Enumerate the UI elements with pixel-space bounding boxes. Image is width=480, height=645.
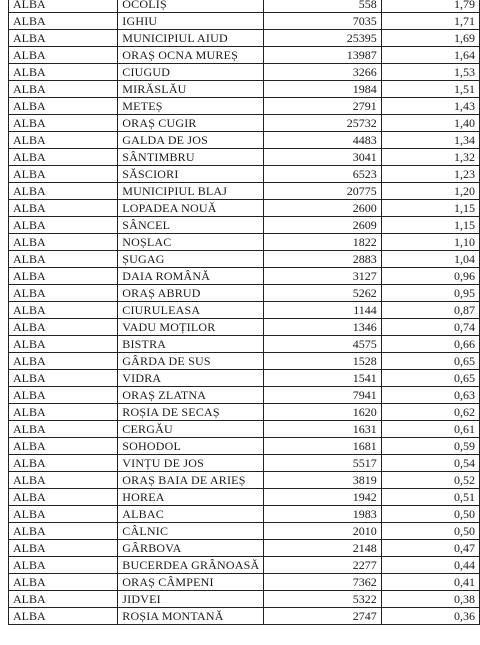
table-row bbox=[9, 30, 480, 47]
locality-cell: BISTRA bbox=[118, 336, 264, 353]
table-row bbox=[9, 13, 480, 30]
locality-cell: HOREA bbox=[118, 489, 264, 506]
population-cell: 1144 bbox=[264, 302, 381, 319]
population-cell: 3266 bbox=[264, 64, 381, 81]
table-row bbox=[9, 217, 480, 234]
table-row bbox=[9, 438, 480, 455]
county-cell: ALBA bbox=[9, 421, 118, 438]
county-cell: ALBA bbox=[9, 13, 118, 30]
population-cell: 3041 bbox=[264, 149, 381, 166]
locality-cell: ORAȘ OCNA MUREȘ bbox=[118, 47, 264, 64]
rate-cell: 0,36 bbox=[381, 608, 479, 625]
county-cell: ALBA bbox=[9, 608, 118, 625]
population-cell: 1541 bbox=[264, 370, 381, 387]
rate-cell: 1,34 bbox=[381, 132, 479, 149]
rate-cell: 0,52 bbox=[381, 472, 479, 489]
table-row bbox=[9, 489, 480, 506]
locality-cell: ȘUGAG bbox=[118, 251, 264, 268]
county-cell: ALBA bbox=[9, 234, 118, 251]
county-cell: ALBA bbox=[9, 30, 118, 47]
county-cell: ALBA bbox=[9, 47, 118, 64]
locality-cell: ROȘIA MONTANĂ bbox=[118, 608, 264, 625]
table-row bbox=[9, 591, 480, 608]
rate-cell: 0,41 bbox=[381, 574, 479, 591]
county-cell: ALBA bbox=[9, 523, 118, 540]
population-cell: 6523 bbox=[264, 166, 381, 183]
locality-cell: GALDA DE JOS bbox=[118, 132, 264, 149]
rate-cell: 1,53 bbox=[381, 64, 479, 81]
table-row bbox=[9, 234, 480, 251]
rate-cell: 1,71 bbox=[381, 13, 479, 30]
locality-cell: SÂNCEL bbox=[118, 217, 264, 234]
rate-cell: 0,61 bbox=[381, 421, 479, 438]
locality-cell: ORAȘ ZLATNA bbox=[118, 387, 264, 404]
rate-cell: 0,38 bbox=[381, 591, 479, 608]
rate-cell: 0,65 bbox=[381, 353, 479, 370]
county-cell: ALBA bbox=[9, 285, 118, 302]
county-cell: ALBA bbox=[9, 200, 118, 217]
rate-cell: 1,51 bbox=[381, 81, 479, 98]
county-cell: ALBA bbox=[9, 574, 118, 591]
locality-cell: ORAȘ ABRUD bbox=[118, 285, 264, 302]
table-row bbox=[9, 455, 480, 472]
locality-cell: ORAȘ CUGIR bbox=[118, 115, 264, 132]
table-row bbox=[9, 166, 480, 183]
rate-cell: 0,95 bbox=[381, 285, 479, 302]
table-row bbox=[9, 183, 480, 200]
population-cell: 1942 bbox=[264, 489, 381, 506]
population-cell: 1620 bbox=[264, 404, 381, 421]
locality-cell: VIDRA bbox=[118, 370, 264, 387]
table-row bbox=[9, 0, 480, 13]
table-row bbox=[9, 506, 480, 523]
rate-cell: 1,20 bbox=[381, 183, 479, 200]
population-cell: 1346 bbox=[264, 319, 381, 336]
county-cell: ALBA bbox=[9, 64, 118, 81]
locality-cell: MUNICIPIUL BLAJ bbox=[118, 183, 264, 200]
table-row bbox=[9, 370, 480, 387]
county-cell: ALBA bbox=[9, 302, 118, 319]
locality-cell: VINȚU DE JOS bbox=[118, 455, 264, 472]
population-cell: 5262 bbox=[264, 285, 381, 302]
rate-cell: 1,43 bbox=[381, 98, 479, 115]
rate-cell: 1,10 bbox=[381, 234, 479, 251]
population-cell: 25395 bbox=[264, 30, 381, 47]
table-row bbox=[9, 472, 480, 489]
table-row bbox=[9, 251, 480, 268]
locality-cell: GÂRDA DE SUS bbox=[118, 353, 264, 370]
population-cell: 4483 bbox=[264, 132, 381, 149]
table-row bbox=[9, 557, 480, 574]
population-cell: 7941 bbox=[264, 387, 381, 404]
table-row bbox=[9, 540, 480, 557]
population-cell: 1631 bbox=[264, 421, 381, 438]
county-cell: ALBA bbox=[9, 387, 118, 404]
locality-cell: JIDVEI bbox=[118, 591, 264, 608]
rate-cell: 1,15 bbox=[381, 200, 479, 217]
county-cell: ALBA bbox=[9, 404, 118, 421]
locality-cell: METEȘ bbox=[118, 98, 264, 115]
locality-cell: CIUGUD bbox=[118, 64, 264, 81]
population-cell: 25732 bbox=[264, 115, 381, 132]
population-cell: 2747 bbox=[264, 608, 381, 625]
county-cell: ALBA bbox=[9, 455, 118, 472]
table-row bbox=[9, 523, 480, 540]
table-row bbox=[9, 285, 480, 302]
rate-cell: 0,50 bbox=[381, 523, 479, 540]
rate-cell: 0,44 bbox=[381, 557, 479, 574]
table-row bbox=[9, 608, 480, 625]
locality-cell: VADU MOȚILOR bbox=[118, 319, 264, 336]
rate-cell: 0,50 bbox=[381, 506, 479, 523]
locality-cell: BUCERDEA GRÂNOASĂ bbox=[118, 557, 264, 574]
population-cell: 2791 bbox=[264, 98, 381, 115]
locality-cell: NOȘLAC bbox=[118, 234, 264, 251]
locality-cell: ALBAC bbox=[118, 506, 264, 523]
table-row bbox=[9, 81, 480, 98]
rate-cell: 1,23 bbox=[381, 166, 479, 183]
rate-cell: 0,59 bbox=[381, 438, 479, 455]
population-cell: 1983 bbox=[264, 506, 381, 523]
rate-cell: 1,69 bbox=[381, 30, 479, 47]
locality-cell: IGHIU bbox=[118, 13, 264, 30]
rate-cell: 0,63 bbox=[381, 387, 479, 404]
county-cell: ALBA bbox=[9, 336, 118, 353]
population-cell: 1528 bbox=[264, 353, 381, 370]
rate-cell: 0,62 bbox=[381, 404, 479, 421]
table-row bbox=[9, 302, 480, 319]
population-cell: 20775 bbox=[264, 183, 381, 200]
table-row bbox=[9, 132, 480, 149]
population-cell: 2010 bbox=[264, 523, 381, 540]
locality-cell: ORAȘ BAIA DE ARIEȘ bbox=[118, 472, 264, 489]
rate-cell: 0,54 bbox=[381, 455, 479, 472]
county-cell: ALBA bbox=[9, 489, 118, 506]
table-row bbox=[9, 319, 480, 336]
population-cell: 5517 bbox=[264, 455, 381, 472]
population-cell: 7035 bbox=[264, 13, 381, 30]
county-cell: ALBA bbox=[9, 132, 118, 149]
rate-cell: 0,51 bbox=[381, 489, 479, 506]
table-row bbox=[9, 353, 480, 370]
population-cell: 3819 bbox=[264, 472, 381, 489]
rate-cell: 0,66 bbox=[381, 336, 479, 353]
locality-cell: SĂSCIORI bbox=[118, 166, 264, 183]
county-cell: ALBA bbox=[9, 149, 118, 166]
locality-cell: OCOLIȘ bbox=[118, 0, 264, 13]
locality-cell: DAIA ROMÂNĂ bbox=[118, 268, 264, 285]
rate-cell: 0,47 bbox=[381, 540, 479, 557]
rate-cell: 1,32 bbox=[381, 149, 479, 166]
table-row bbox=[9, 336, 480, 353]
county-cell: ALBA bbox=[9, 217, 118, 234]
population-cell: 2600 bbox=[264, 200, 381, 217]
county-cell: ALBA bbox=[9, 438, 118, 455]
county-cell: ALBA bbox=[9, 353, 118, 370]
county-cell: ALBA bbox=[9, 591, 118, 608]
locality-cell: ROȘIA DE SECAȘ bbox=[118, 404, 264, 421]
county-cell: ALBA bbox=[9, 268, 118, 285]
locality-cell: MIRĂSLĂU bbox=[118, 81, 264, 98]
rate-cell: 0,65 bbox=[381, 370, 479, 387]
population-cell: 558 bbox=[264, 0, 381, 13]
population-cell: 13987 bbox=[264, 47, 381, 64]
county-cell: ALBA bbox=[9, 472, 118, 489]
rate-cell: 1,79 bbox=[381, 0, 479, 13]
locality-cell: GÂRBOVA bbox=[118, 540, 264, 557]
locality-cell: MUNICIPIUL AIUD bbox=[118, 30, 264, 47]
population-cell: 2148 bbox=[264, 540, 381, 557]
table-row bbox=[9, 574, 480, 591]
county-cell: ALBA bbox=[9, 98, 118, 115]
population-cell: 7362 bbox=[264, 574, 381, 591]
locality-data-table bbox=[8, 0, 480, 625]
county-cell: ALBA bbox=[9, 251, 118, 268]
rate-cell: 0,74 bbox=[381, 319, 479, 336]
table-row bbox=[9, 387, 480, 404]
rate-cell: 1,04 bbox=[381, 251, 479, 268]
table-row bbox=[9, 421, 480, 438]
population-cell: 4575 bbox=[264, 336, 381, 353]
population-cell: 1822 bbox=[264, 234, 381, 251]
county-cell: ALBA bbox=[9, 115, 118, 132]
rate-cell: 1,15 bbox=[381, 217, 479, 234]
population-cell: 2609 bbox=[264, 217, 381, 234]
county-cell: ALBA bbox=[9, 0, 118, 13]
table-row bbox=[9, 404, 480, 421]
locality-cell: CERGĂU bbox=[118, 421, 264, 438]
table-row bbox=[9, 115, 480, 132]
table-row bbox=[9, 200, 480, 217]
county-cell: ALBA bbox=[9, 370, 118, 387]
population-cell: 3127 bbox=[264, 268, 381, 285]
county-cell: ALBA bbox=[9, 540, 118, 557]
population-cell: 2883 bbox=[264, 251, 381, 268]
rate-cell: 0,87 bbox=[381, 302, 479, 319]
county-cell: ALBA bbox=[9, 81, 118, 98]
county-cell: ALBA bbox=[9, 506, 118, 523]
locality-cell: CÂLNIC bbox=[118, 523, 264, 540]
population-cell: 5322 bbox=[264, 591, 381, 608]
county-cell: ALBA bbox=[9, 183, 118, 200]
county-cell: ALBA bbox=[9, 166, 118, 183]
locality-cell: ORAȘ CÂMPENI bbox=[118, 574, 264, 591]
table-row bbox=[9, 98, 480, 115]
table-row bbox=[9, 149, 480, 166]
population-cell: 2277 bbox=[264, 557, 381, 574]
rate-cell: 1,64 bbox=[381, 47, 479, 64]
locality-cell: LOPADEA NOUĂ bbox=[118, 200, 264, 217]
rate-cell: 0,96 bbox=[381, 268, 479, 285]
population-cell: 1681 bbox=[264, 438, 381, 455]
table-row bbox=[9, 47, 480, 64]
rate-cell: 1,40 bbox=[381, 115, 479, 132]
population-cell: 1984 bbox=[264, 81, 381, 98]
county-cell: ALBA bbox=[9, 557, 118, 574]
locality-cell: SÂNTIMBRU bbox=[118, 149, 264, 166]
county-cell: ALBA bbox=[9, 319, 118, 336]
table-row bbox=[9, 268, 480, 285]
locality-cell: CIURULEASA bbox=[118, 302, 264, 319]
table-body bbox=[9, 0, 480, 625]
table-row bbox=[9, 64, 480, 81]
locality-cell: SOHODOL bbox=[118, 438, 264, 455]
